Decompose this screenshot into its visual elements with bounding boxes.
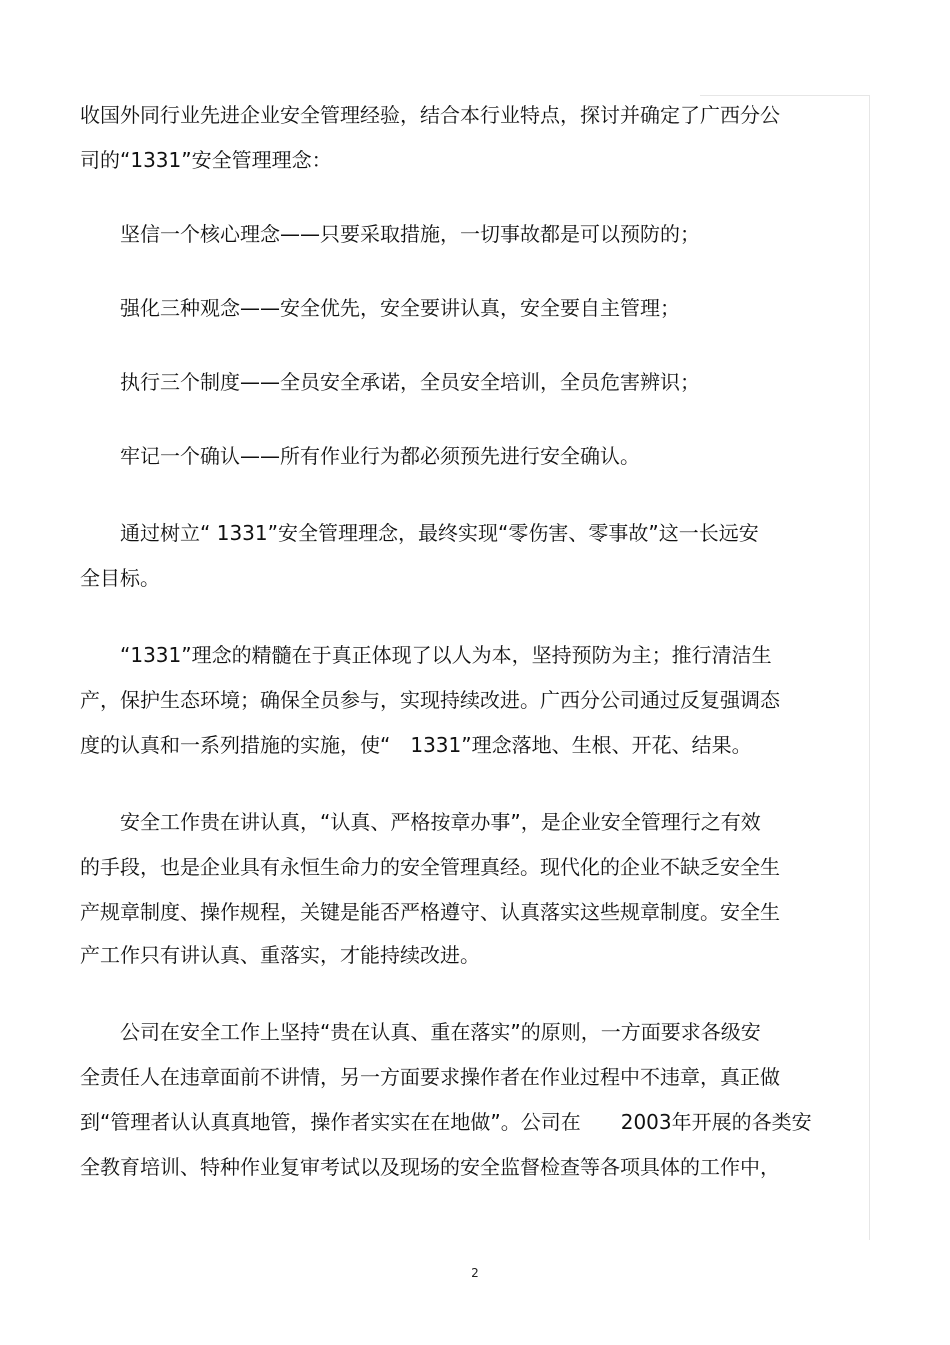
page-number: 2	[471, 1266, 479, 1280]
text-line: 全目标。	[80, 566, 160, 590]
text-line: 公司在安全工作上坚持“贵在认真、重在落实”的原则，一方面要求各级安	[120, 1020, 761, 1044]
text-line: 全教育培训、特种作业复审考试以及现场的安全监督检查等各项具体的工作中，	[80, 1155, 780, 1179]
text-line: 通过树立“ 1331”安全管理理念，最终实现“零伤害、零事故”这一长远安	[120, 521, 759, 545]
text-line: 强化三种观念——安全优先，安全要讲认真，安全要自主管理；	[120, 296, 680, 320]
text-line: 度的认真和一系列措施的实施，使“ 1331”理念落地、生根、开花、结果。	[80, 733, 752, 757]
document-page	[80, 100, 870, 1182]
text-line: 产，保护生态环境；确保全员参与，实现持续改进。广西分公司通过反复强调态	[80, 688, 780, 712]
text-line: 全责任人在违章面前不讲情，另一方面要求操作者在作业过程中不违章，真正做	[80, 1065, 780, 1089]
text-line: 产工作只有讲认真、重落实，才能持续改进。	[80, 943, 480, 967]
text-line: 产规章制度、操作规程，关键是能否严格遵守、认真落实这些规章制度。安全生	[80, 900, 780, 924]
text-line: 执行三个制度——全员安全承诺，全员安全培训，全员危害辨识；	[120, 370, 700, 394]
text-line: 安全工作贵在讲认真，“认真、严格按章办事”，是企业安全管理行之有效	[120, 810, 761, 834]
text-line: 到“管理者认认真真地管，操作者实实在在地做”。公司在 2003年开展的各类安	[80, 1110, 812, 1134]
page-frame-top	[700, 95, 870, 96]
text-line: “1331”理念的精髓在于真正体现了以人为本，坚持预防为主；推行清洁生	[120, 643, 772, 667]
text-line: 坚信一个核心理念——只要采取措施，一切事故都是可以预防的；	[120, 222, 700, 246]
text-line: 司的“1331”安全管理理念：	[80, 148, 332, 172]
text-line: 牢记一个确认——所有作业行为都必须预先进行安全确认。	[120, 444, 640, 468]
text-line: 的手段，也是企业具有永恒生命力的安全管理真经。现代化的企业不缺乏安全生	[80, 855, 780, 879]
text-line: 收国外同行业先进企业安全管理经验，结合本行业特点，探讨并确定了广西分公	[80, 103, 780, 127]
